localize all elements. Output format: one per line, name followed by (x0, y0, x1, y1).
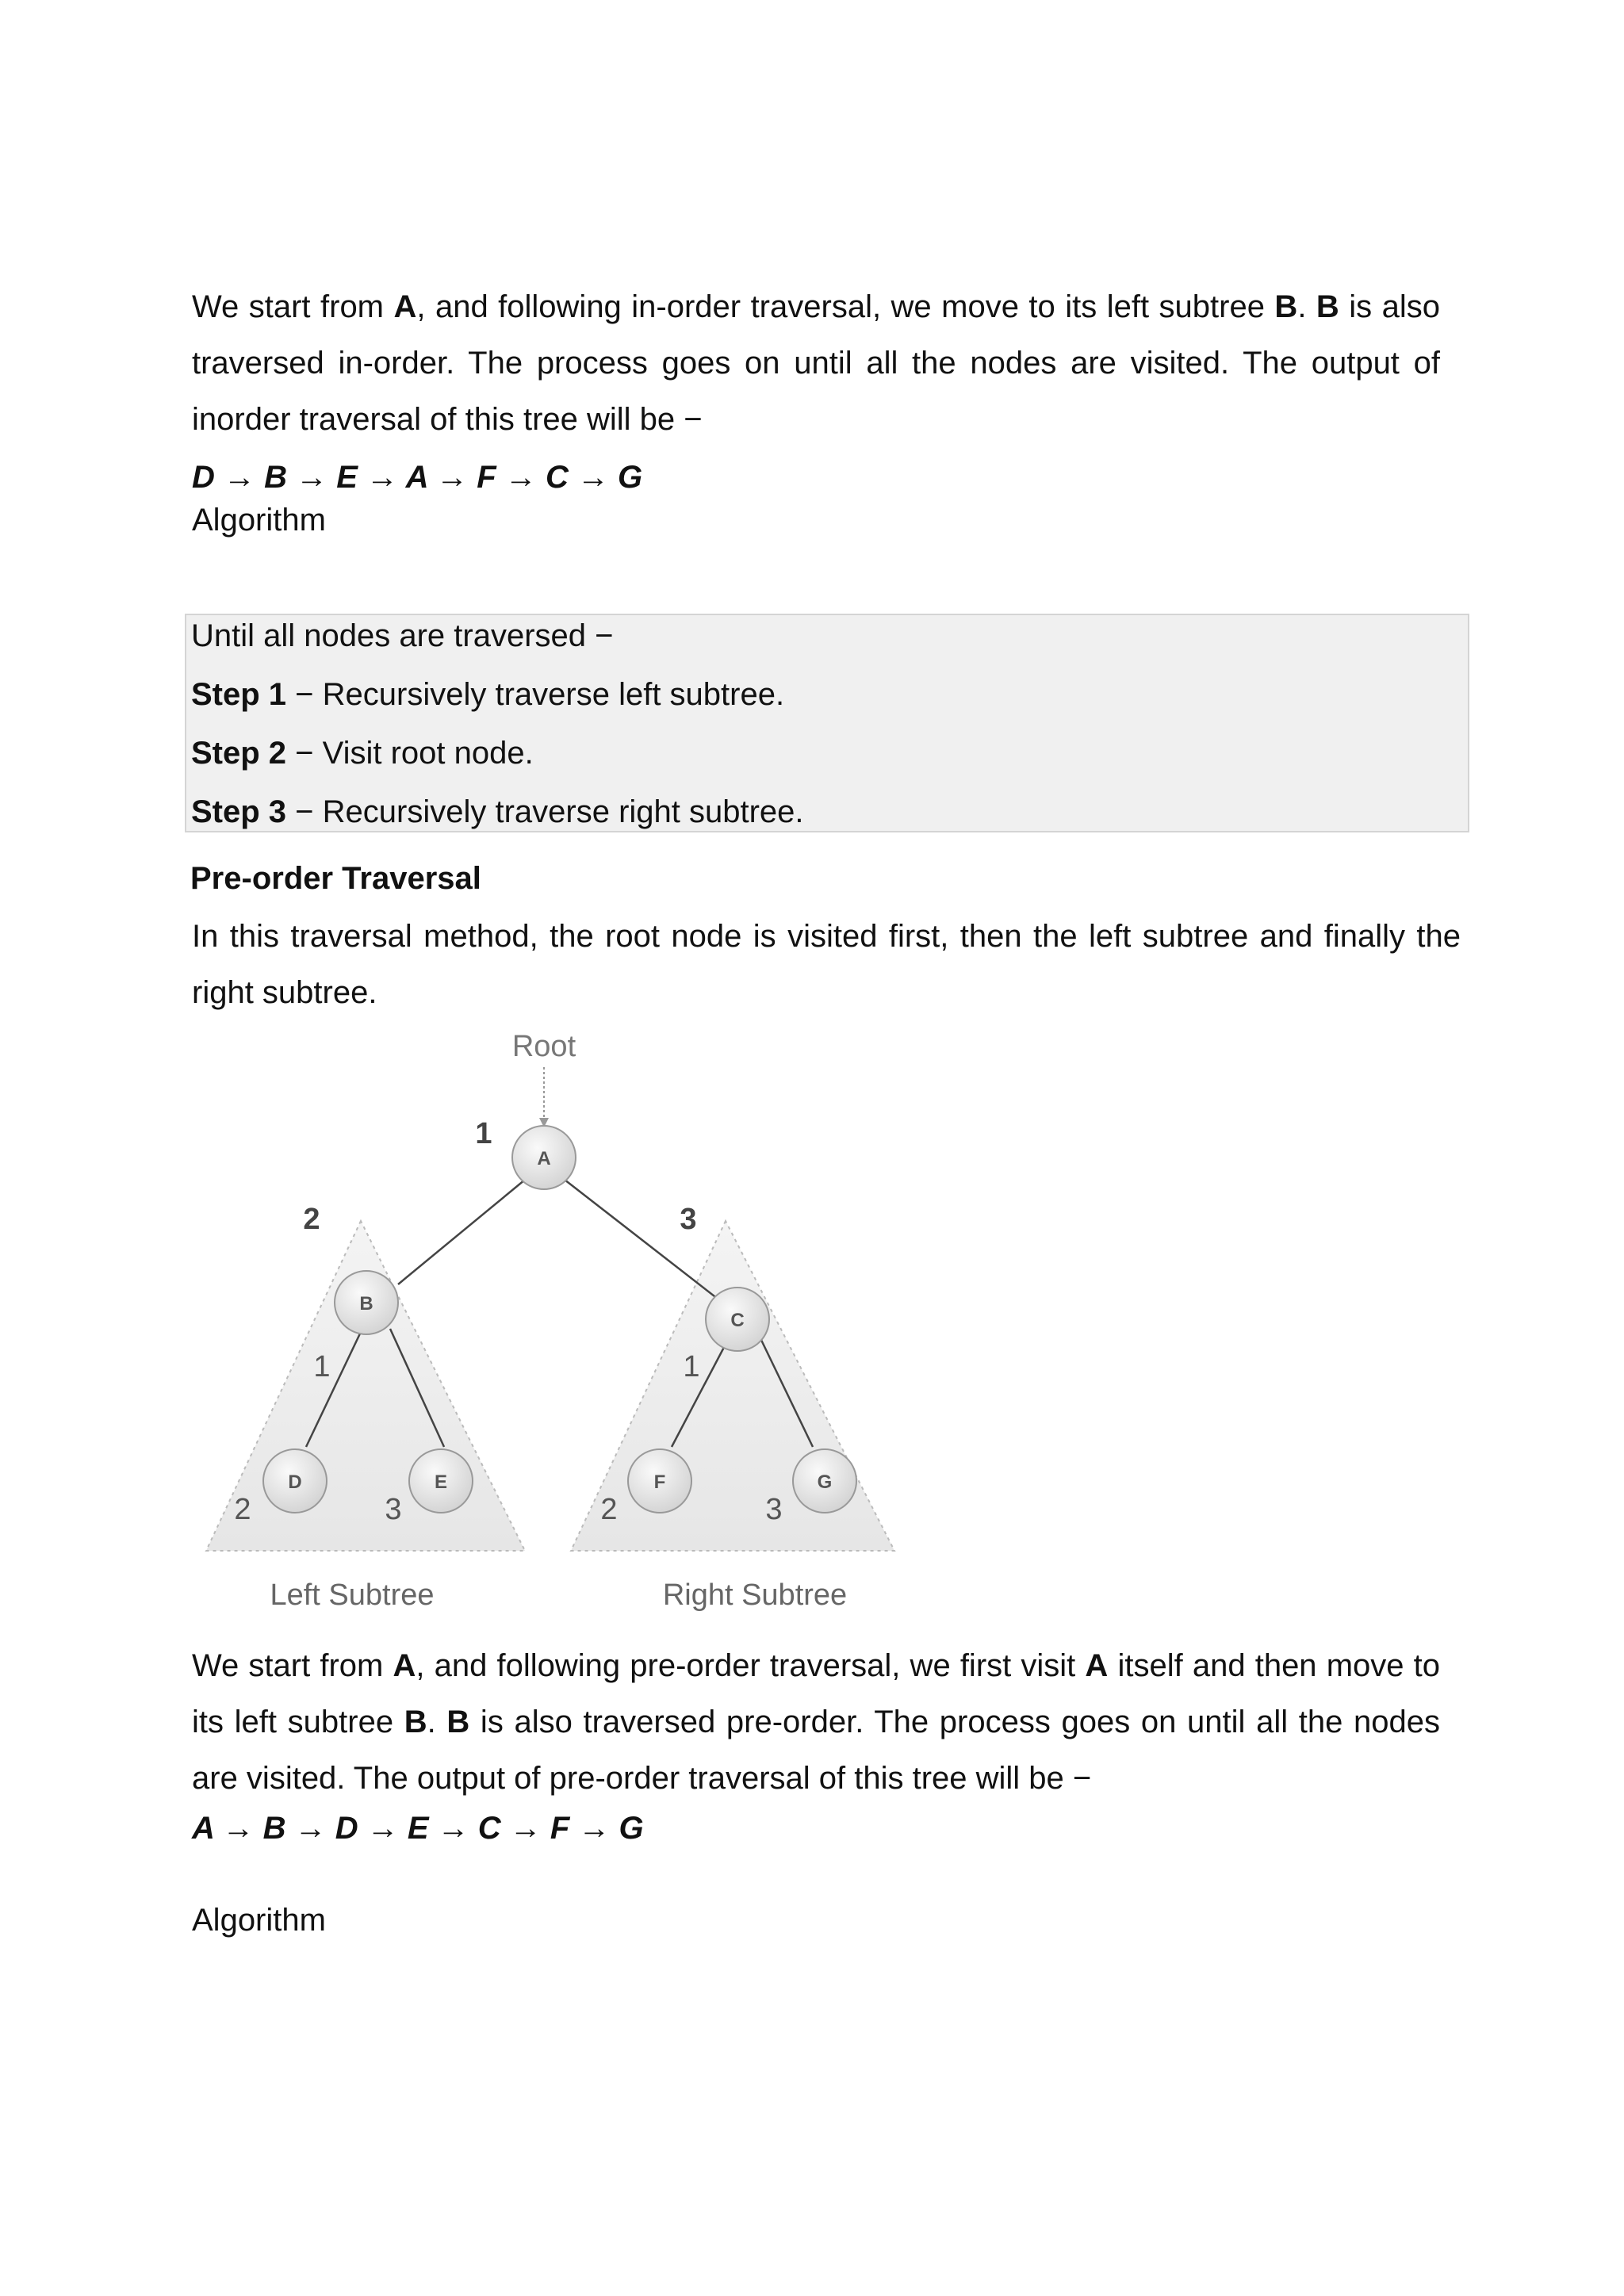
root-label: Root (511, 1030, 576, 1063)
text-span: is also traversed in-order. The process goes on until all the nodes are visited. The output of inorder traversal of this tree will be − (192, 289, 1440, 437)
step-text: − Recursively traverse left subtree. (286, 677, 785, 712)
step-text: − Recursively traverse right subtree. (286, 794, 804, 829)
algorithm-step-3 (191, 794, 804, 830)
node-e-label: E (434, 1471, 448, 1493)
right-subtree-caption: Right Subtree (662, 1578, 848, 1612)
text-span: . (427, 1705, 447, 1739)
text-span: , and following pre-order traversal, we first visit (416, 1648, 1086, 1683)
node-b-label: B (359, 1293, 373, 1314)
order-number-right-subtree: 3 (680, 1203, 697, 1236)
algorithm-label: Algorithm (192, 1903, 326, 1938)
bold-node-b: B (446, 1705, 470, 1739)
order-number-right-right: 3 (765, 1493, 783, 1526)
bold-node-a: A (393, 1648, 416, 1683)
inorder-intro-paragraph (192, 279, 1440, 448)
preorder-description: In this traversal method, the root node is visited first, then the left subtree and finally the right subtree. (192, 919, 1461, 1010)
algorithm-box (185, 614, 1469, 832)
text-span: itself and then move to its left subtree (192, 1648, 1440, 1739)
text-span: We start from (192, 1648, 393, 1683)
order-number-left-right: 3 (385, 1493, 402, 1526)
node-d-label: D (288, 1471, 302, 1493)
node-a-label: A (537, 1148, 551, 1169)
bold-node-a: A (1085, 1648, 1109, 1683)
step-label: Step 3 (191, 794, 287, 829)
order-number-left-root: 1 (313, 1350, 331, 1383)
preorder-intro-paragraph (192, 1638, 1440, 1807)
order-number-left-subtree: 2 (303, 1203, 320, 1236)
edge-a-c (565, 1180, 722, 1302)
step-label: Step 1 (191, 677, 287, 712)
algorithm-intro: Until all nodes are traversed − (191, 618, 614, 653)
preorder-sequence: A → B → D → E → C → F → G (192, 1811, 644, 1846)
text-span: . (1297, 289, 1316, 324)
node-c-label: C (730, 1310, 745, 1331)
step-label: Step 2 (191, 736, 287, 771)
edge-a-b (398, 1180, 525, 1284)
bold-node-a: A (393, 289, 417, 324)
bold-node-b: B (1316, 289, 1339, 324)
text-span: We start from (192, 289, 394, 324)
preorder-heading: Pre-order Traversal (190, 861, 481, 896)
tree-diagram (182, 1015, 912, 1633)
order-number-left-left: 2 (234, 1493, 251, 1526)
order-number-right-root: 1 (683, 1350, 700, 1383)
algorithm-label: Algorithm (192, 503, 326, 538)
step-text: − Visit root node. (286, 736, 534, 771)
node-g-label: G (817, 1471, 833, 1493)
text-span: is also traversed pre-order. The process goes on until all the nodes are visited. The output of pre-order traversal of this tree will be − (192, 1705, 1440, 1796)
order-number-root-visit: 1 (475, 1117, 492, 1150)
text-span: , and following in-order traversal, we move to its left subtree (416, 289, 1275, 324)
left-subtree-caption: Left Subtree (270, 1578, 435, 1612)
inorder-sequence: D → B → E → A → F → C → G (192, 460, 643, 495)
order-number-right-left: 2 (600, 1493, 618, 1526)
bold-node-b: B (404, 1705, 427, 1739)
node-f-label: F (653, 1471, 666, 1493)
algorithm-step-2 (191, 736, 534, 771)
bold-node-b: B (1274, 289, 1298, 324)
algorithm-step-1 (191, 677, 784, 713)
